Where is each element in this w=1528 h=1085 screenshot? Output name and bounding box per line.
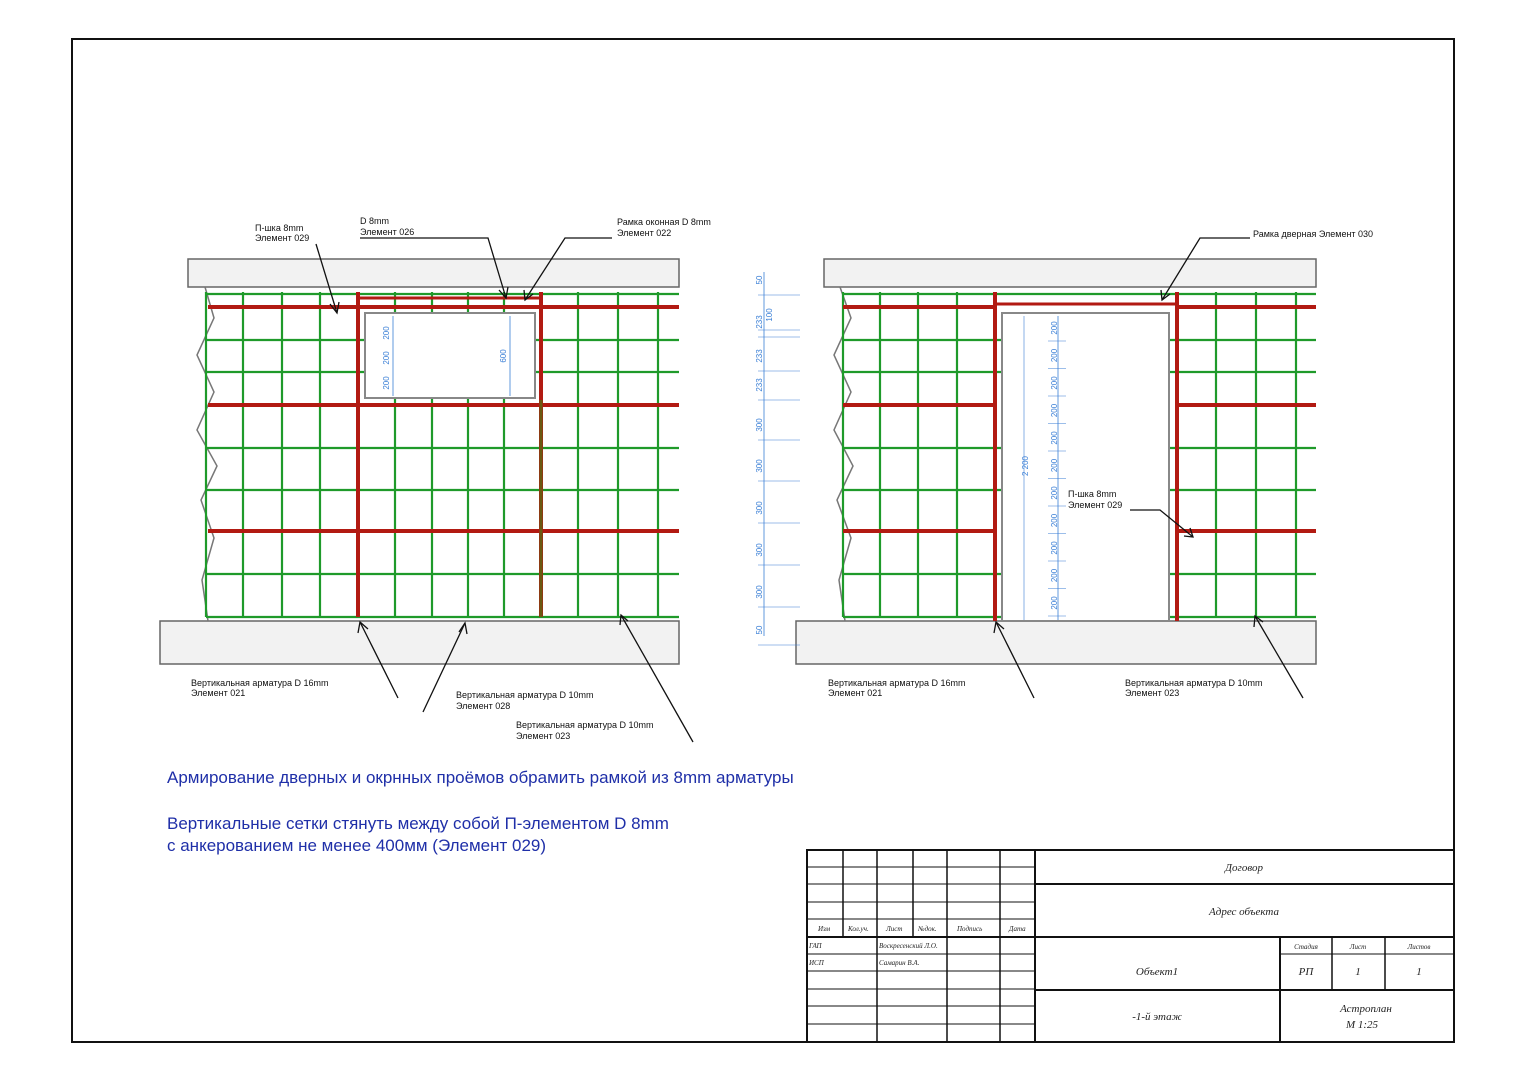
side-dim-label: 300 <box>755 543 764 557</box>
dim-label: 600 <box>499 349 508 363</box>
callout-vert-d10-b-id: Элемент 023 <box>516 731 571 741</box>
dim-label: 200 <box>382 351 391 365</box>
side-dim-label: 300 <box>755 459 764 473</box>
callout-window-frame: Рамка оконная D 8mm <box>617 217 711 227</box>
note-line-3: с анкерованием не менее 400мм (Элемент 029) <box>167 836 547 855</box>
role-isp: ИСП <box>809 959 824 967</box>
side-dim-label: 233 <box>755 349 764 363</box>
header-doc: №док. <box>918 925 937 933</box>
scale-label: М 1:25 <box>1345 1019 1379 1031</box>
bottom-slab <box>796 621 1316 664</box>
side-dim-label: 233 <box>755 378 764 392</box>
side-dim-label: 100 <box>765 308 774 322</box>
door-spacing-label: 200 <box>1050 486 1059 500</box>
door-spacing-label: 200 <box>1050 431 1059 445</box>
callout-vert-d10-id: Элемент 023 <box>1125 688 1180 698</box>
door-spacing-label: 200 <box>1050 513 1059 528</box>
header-list: Лист <box>886 925 903 933</box>
door-spacing-label: 200 <box>1050 596 1059 610</box>
header-izm: Изм <box>818 925 831 933</box>
sheets-label: Листов <box>1407 943 1431 951</box>
header-kol-uch: Кол.уч. <box>848 925 869 933</box>
side-dim-label: 300 <box>755 585 764 599</box>
callout-vert-d10-a-id: Элемент 028 <box>456 701 511 711</box>
callout-vert-d10-b: Вертикальная арматура D 10mm <box>516 720 654 730</box>
callout-bar-d8: D 8mm <box>360 216 389 226</box>
sheets-value: 1 <box>1416 966 1422 978</box>
door-spacing-label: 200 <box>1050 541 1059 555</box>
callout-vert-d10: Вертикальная арматура D 10mm <box>1125 678 1263 688</box>
top-slab <box>824 259 1316 287</box>
dim-label: 200 <box>382 376 391 390</box>
door-wall-panel <box>755 229 1373 698</box>
callout-p-element-id: Элемент 029 <box>1068 500 1123 510</box>
header-sign: Подпись <box>957 925 983 933</box>
door-spacing-label: 200 <box>1050 458 1059 473</box>
note-line-2: Вертикальные сетки стянуть между собой П-элементом D 8mm <box>167 814 669 833</box>
sheet-label: Лист <box>1349 943 1367 951</box>
side-dim-label: 300 <box>755 418 764 432</box>
general-notes <box>167 768 794 855</box>
bottom-slab <box>160 621 679 664</box>
side-dim-label: 233 <box>755 315 764 329</box>
role-gap: ГАП <box>809 942 822 950</box>
company-name: Астроплан <box>1340 1003 1392 1015</box>
callout-vert-d16-id: Элемент 021 <box>191 688 246 698</box>
contract-label: Договор <box>1225 862 1263 874</box>
sheet-value: 1 <box>1355 966 1361 978</box>
side-dim-label: 300 <box>755 501 764 515</box>
callout-p-element: П-шка 8mm <box>1068 489 1117 499</box>
object-name: Объект1 <box>1135 966 1179 978</box>
door-spacing-label: 200 <box>1050 568 1059 583</box>
address-label: Адрес объекта <box>1209 906 1279 918</box>
callout-p-element: П-шка 8mm <box>255 223 304 233</box>
side-dim-label: 50 <box>755 275 764 285</box>
callout-p-element-id: Элемент 029 <box>255 233 310 243</box>
top-slab <box>188 259 679 287</box>
window-wall-panel <box>160 216 711 742</box>
floor-name: -1-й этаж <box>1132 1011 1182 1023</box>
door-spacing-label: 200 <box>1050 348 1059 363</box>
side-dim-label: 50 <box>755 625 764 635</box>
dim-label: 200 <box>382 326 391 340</box>
callout-window-frame-id: Элемент 022 <box>617 228 672 238</box>
door-spacing-label: 200 <box>1050 376 1059 390</box>
stage-label: Стадия <box>1294 943 1318 951</box>
side-dimension-chain <box>755 272 800 645</box>
name-gap: Воскресенский Л.О. <box>879 942 938 950</box>
callout-vert-d16: Вертикальная арматура D 16mm <box>191 678 329 688</box>
callout-bar-d8-id: Элемент 026 <box>360 227 415 237</box>
callout-vert-d10-a: Вертикальная арматура D 10mm <box>456 690 594 700</box>
sheet-frame <box>72 39 1454 1042</box>
stage-value: РП <box>1298 966 1314 978</box>
note-line-1: Армирование дверных и окрнных проёмов обрамить рамкой из 8mm арматуры <box>167 768 794 787</box>
door-spacing-label: 200 <box>1050 321 1059 335</box>
door-height-dim: 2 200 <box>1021 455 1030 477</box>
callout-vert-d16: Вертикальная арматура D 16mm <box>828 678 966 688</box>
callout-vert-d16-id: Элемент 021 <box>828 688 883 698</box>
header-date: Дата <box>1009 925 1026 933</box>
callout-door-frame: Рамка дверная Элемент 030 <box>1253 229 1374 239</box>
name-isp: Самарин В.А. <box>879 959 920 967</box>
door-spacing-label: 200 <box>1050 403 1059 418</box>
